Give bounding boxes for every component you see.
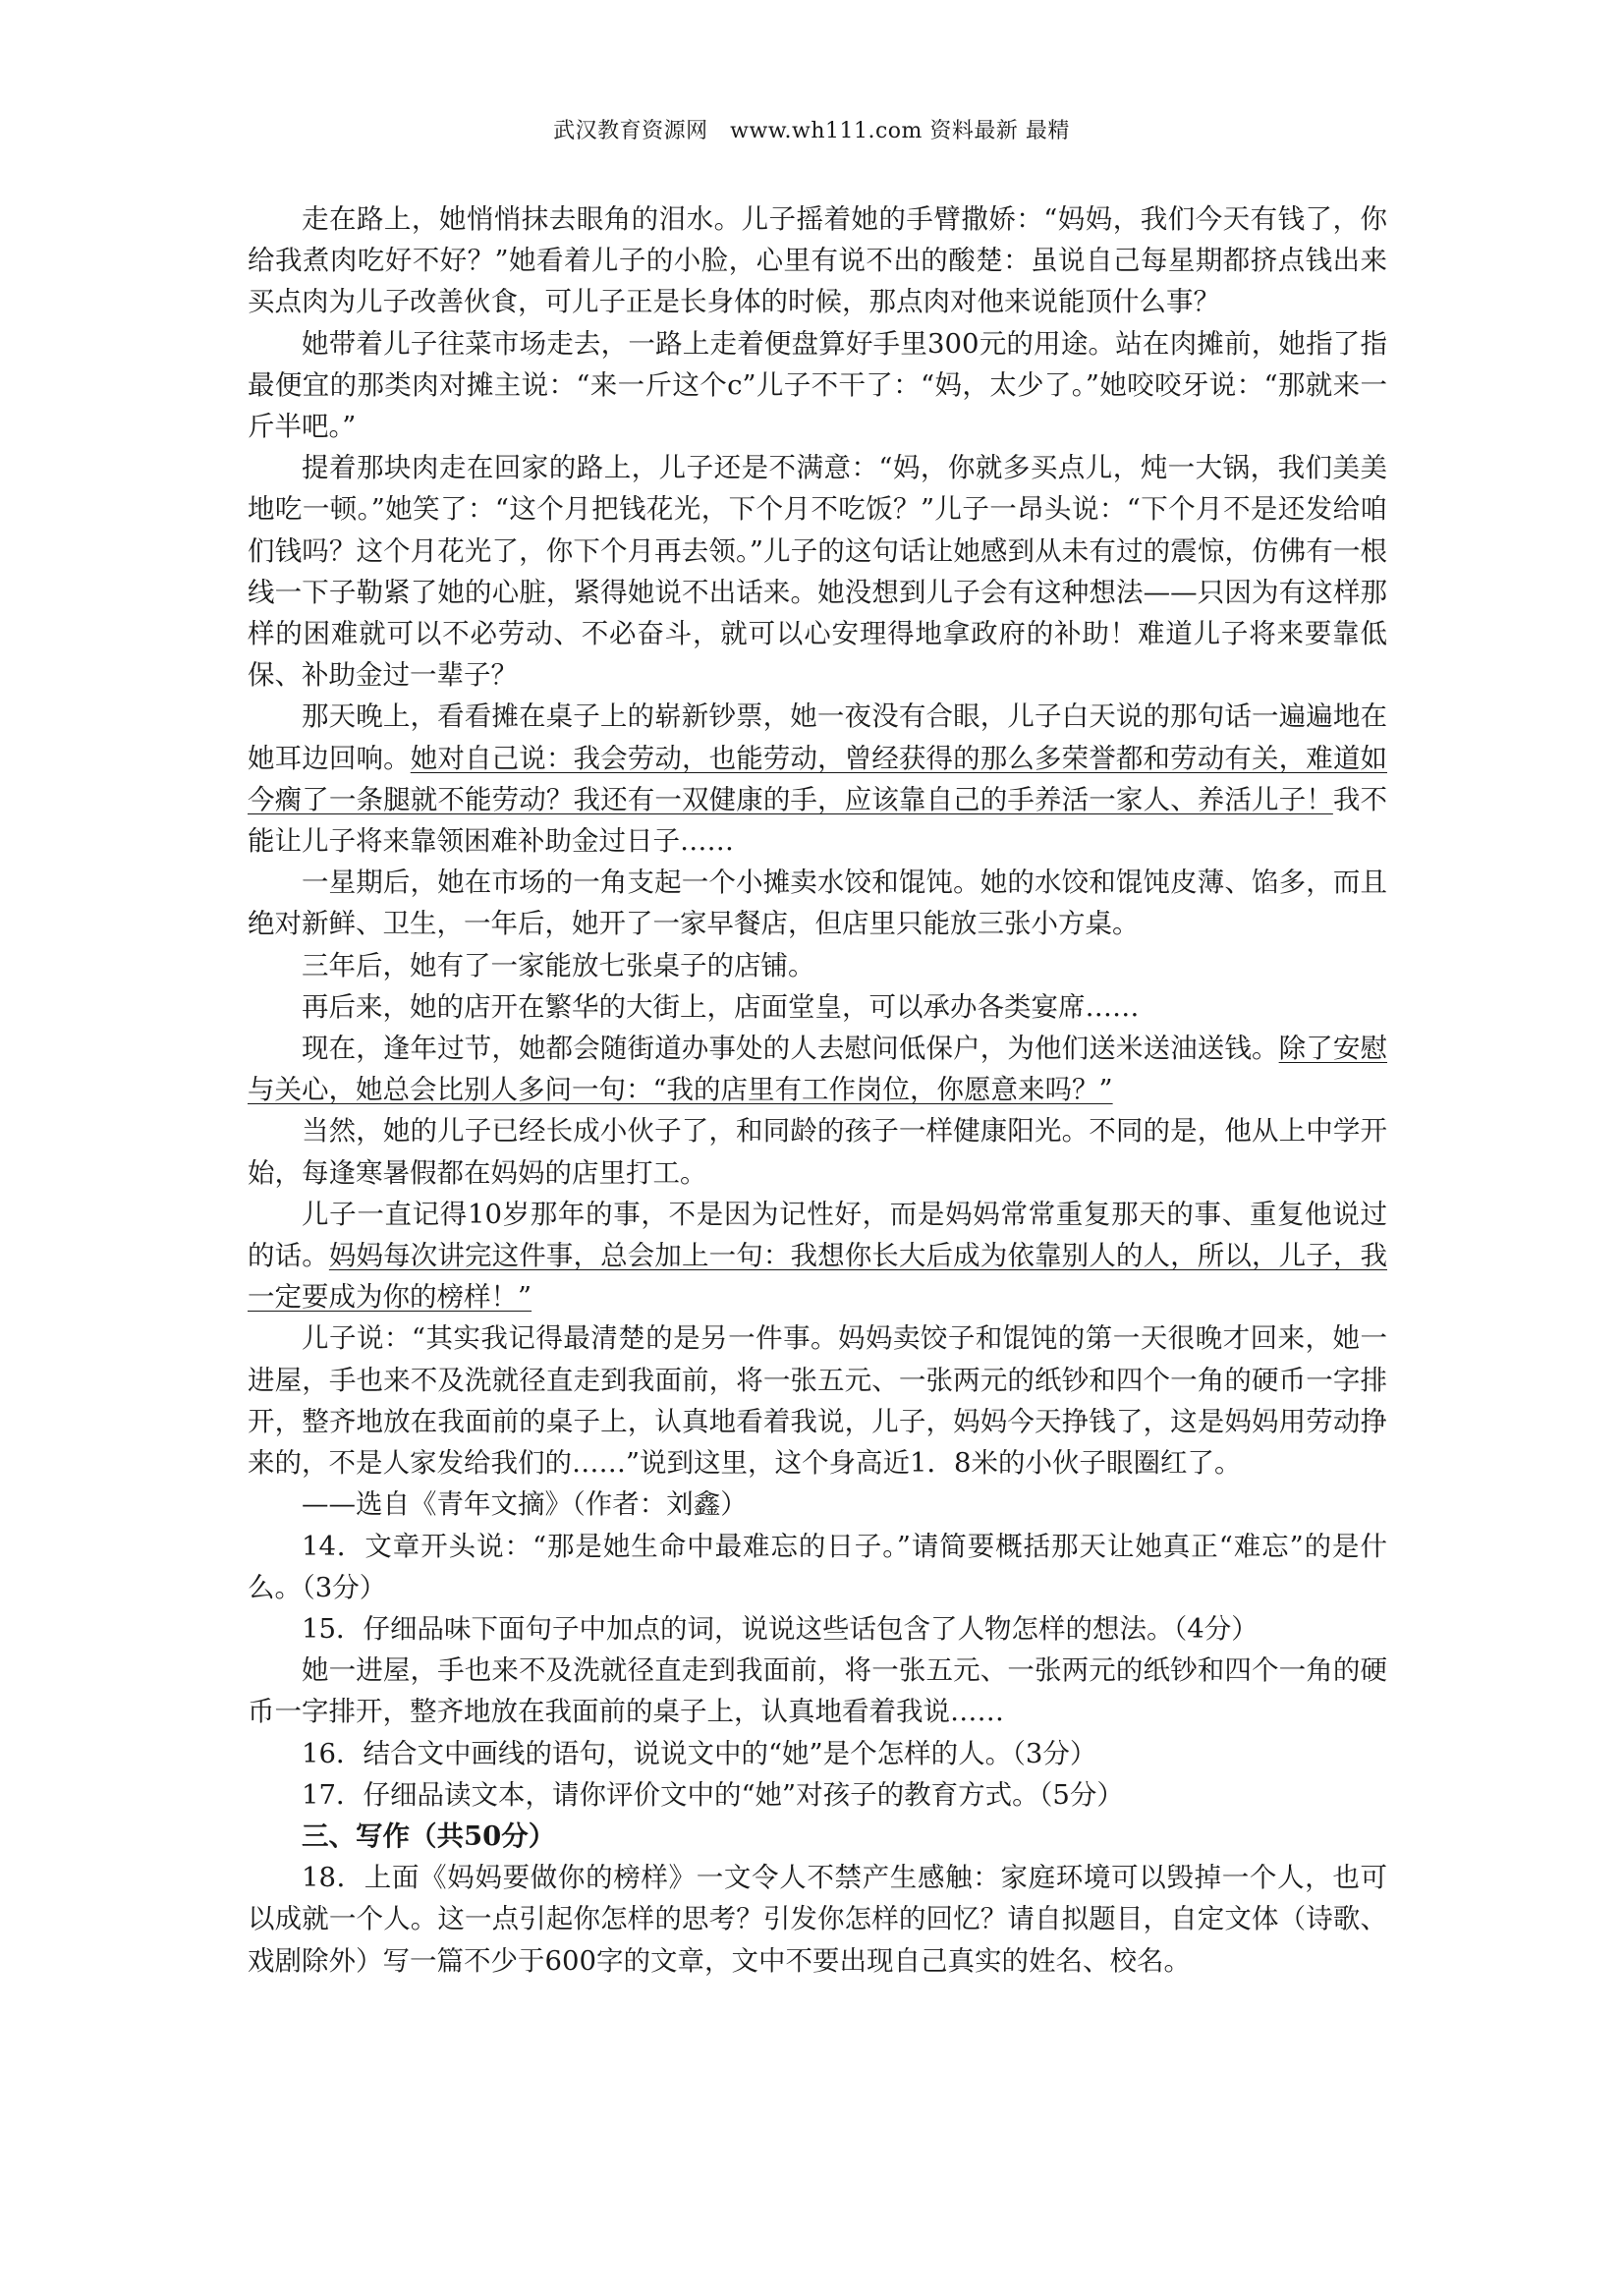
paragraph-10 xyxy=(248,1194,1387,1318)
question-14: 14．文章开头说：“那是她生命中最难忘的日子。”请简要概括那天让她真正“难忘”的是什么。（3分） xyxy=(248,1530,1387,1603)
source-citation: ——选自《青年文摘》（作者：刘鑫） xyxy=(302,1488,748,1521)
page-header: 武汉教育资源网 www.wh111.com 资料最新 最精 xyxy=(553,119,1070,143)
paragraph-5: 一星期后，她在市场的一角支起一个小摊卖水饺和馄饨。她的水饺和馄饨皮薄、馅多，而且绝对新鲜、卫生，一年后，她开了一家早餐店，但店里只能放三张小方桌。 xyxy=(248,867,1387,940)
underlined-sentence-3: 妈妈每次讲完这件事，总会加上一句：我想你长大后成为依靠别人的人，所以，儿子，我一定要成为你的榜样！” xyxy=(248,1240,1388,1314)
underlined-sentence-2: 除了安慰与关心，她总会比别人多问一句：“我的店里有工作岗位，你愿意来吗？” xyxy=(248,1033,1388,1106)
underlined-sentence-1: 她对自己说：我会劳动，也能劳动，曾经获得的那么多荣誉都和劳动有关，难道如今瘸了一条腿就不能劳动？我还有一双健康的手，应该靠自己的手养活一家人、养活儿子！ xyxy=(248,742,1387,815)
question-16: 16．结合文中画线的语句，说说文中的“她”是个怎样的人。（3分） xyxy=(302,1737,1097,1769)
paragraph-9: 当然，她的儿子已经长成小伙子了，和同龄的孩子一样健康阳光。不同的是，他从上中学开始，每逢寒暑假都在妈妈的店里打工。 xyxy=(248,1115,1387,1189)
paragraph-8-text-a: 现在，逢年过节，她都会随街道办事处的人去慰问低保户，为他们送米送油送钱。 xyxy=(302,1033,1279,1065)
paragraph-1: 走在路上，她悄悄抹去眼角的泪水。儿子摇着她的手臂撒娇：“妈妈，我们今天有钱了，你给我煮肉吃好不好？”她看着儿子的小脸，心里有说不出的酸楚：虽说自己每星期都挤点钱出来买点肉为儿子改善伙食，可儿子正是长身体的时候，那点肉对他来说能顶什么事？ xyxy=(248,203,1387,318)
paragraph-4-text-b: 我不能让儿子将来靠领困难补助金过日子…… xyxy=(248,783,1387,858)
writing-section-heading: 三、写作（共50分） xyxy=(302,1820,556,1852)
paragraph-10-text-a: 儿子一直记得10岁那年的事，不是因为记性好，而是妈妈常常重复那天的事、重复他说过的话。 xyxy=(248,1198,1387,1272)
paragraph-7: 再后来，她的店开在繁华的大街上，店面堂皇，可以承办各类宴席…… xyxy=(302,990,1140,1023)
question-15-quote: 她一进屋，手也来不及洗就径直走到我面前，将一张五元、一张两元的纸钞和四个一角的硬币一字排开，整齐地放在我面前的桌子上，认真地看着我说…… xyxy=(248,1654,1387,1728)
paragraph-4 xyxy=(248,696,1387,862)
question-18: 18．上面《妈妈要做你的榜样》一文令人不禁产生感触：家庭环境可以毁掉一个人，也可以成就一个人。这一点引起你怎样的思考？引发你怎样的回忆？请自拟题目，自定文体（诗歌、戏剧除外）写一篇不少于600字的文章，文中不要出现自己真实的姓名、校名。 xyxy=(248,1862,1387,1977)
paragraph-2: 她带着儿子往菜市场走去，一路上走着便盘算好手里300元的用途。站在肉摊前，她指了指最便宜的那类肉对摊主说：“来一斤这个c”儿子不干了：“妈，太少了。”她咬咬牙说：“那就来一斤半吧。” xyxy=(248,327,1387,443)
paragraph-4-text-a: 那天晚上，看看摊在桌子上的崭新钞票，她一夜没有合眼，儿子白天说的那句话一遍遍地在她耳边回响。 xyxy=(248,700,1387,774)
paragraph-11: 儿子说：“其实我记得最清楚的是另一件事。妈妈卖饺子和馄饨的第一天很晚才回来，她一进屋，手也来不及洗就径直走到我面前，将一张五元、一张两元的纸钞和四个一角的硬币一字排开，整齐地放在我面前的桌子上，认真地看着我说，儿子，妈妈今天挣钱了，这是妈妈用劳动挣来的，不是人家发给我们的……”说到这里，这个身高近1．8米的小伙子眼圈红了。 xyxy=(248,1322,1387,1480)
paragraph-3: 提着那块肉走在回家的路上，儿子还是不满意：“妈，你就多买点儿，炖一大锅，我们美美地吃一顿。”她笑了：“这个月把钱花光，下个月不吃饭？”儿子一昂头说：“下个月不是还发给咱们钱吗？这个月花光了，你下个月再去领。”儿子的这句话让她感到从未有过的震惊，仿佛有一根线一下子勒紧了她的心脏，紧得她说不出话来。她没想到儿子会有这种想法——只因为有这样那样的困难就可以不必劳动、不必奋斗，就可以心安理得地拿政府的补助！难道儿子将来要靠低保、补助金过一辈子？ xyxy=(248,452,1387,692)
paragraph-6: 三年后，她有了一家能放七张桌子的店铺。 xyxy=(302,949,815,981)
document-body xyxy=(248,198,1387,1982)
question-15: 15．仔细品味下面句子中加点的词，说说这些话包含了人物怎样的想法。（4分） xyxy=(302,1612,1259,1645)
question-17: 17．仔细品读文本，请你评价文中的“她”对孩子的教育方式。（5分） xyxy=(302,1778,1124,1811)
paragraph-8 xyxy=(248,1028,1387,1110)
